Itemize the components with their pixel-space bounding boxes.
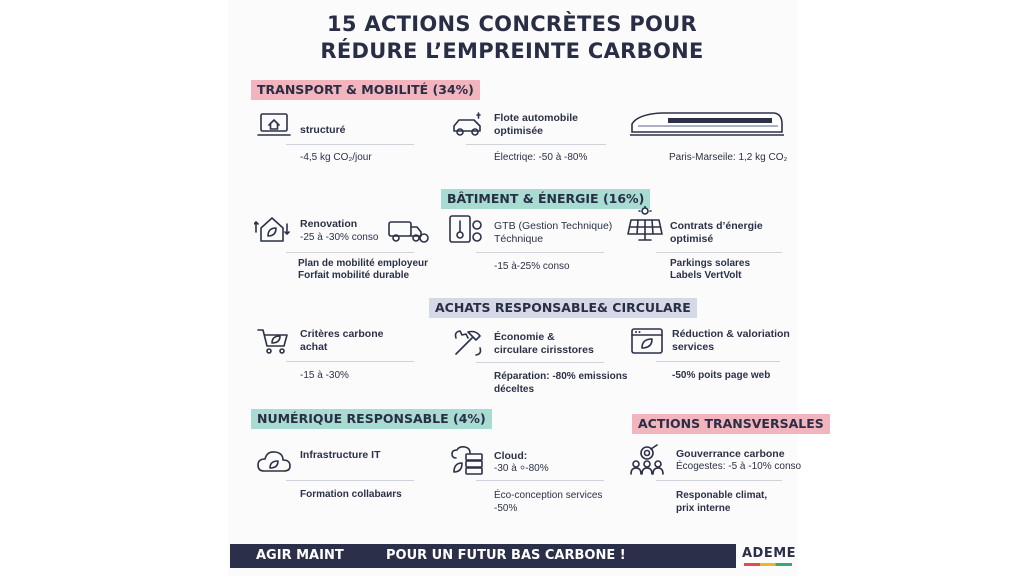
reduction-detail: -50% poits page web: [672, 370, 771, 381]
economie-detail2: déceltes: [494, 384, 535, 395]
gouvernance-detail3: prix interne: [676, 503, 731, 514]
economie-label: Économie & circulare cirisstores: [494, 331, 594, 356]
renovation-detail: -25 à -30% conso: [300, 232, 379, 243]
mobilite-line2: Forfait mobilité durable: [298, 270, 410, 281]
infra-detail: Formation collabaиrs: [300, 489, 402, 500]
cloud-detail2: Éco-conception services: [494, 490, 603, 501]
divider: [656, 361, 780, 362]
divider: [286, 361, 414, 362]
house-leaf-icon: [254, 214, 290, 244]
divider: [286, 144, 414, 145]
footer-left-text: AGIR MAINT: [256, 548, 344, 563]
page-title-line2: RÉDURE L’EMPREINTE CARBONE: [320, 39, 704, 63]
gouvernance-detail: Écogestes: -5 à -10% conso: [676, 461, 802, 472]
ademe-logo-stripe: [744, 563, 792, 566]
contrats-detail2: Labels VertVolt: [670, 270, 742, 281]
laptop-home-icon: [256, 110, 292, 140]
section-transversales: ACTIONS TRANSVERSALES: [632, 414, 830, 434]
teletravail-detail: -4,5 kg CO₂/jour: [300, 152, 372, 163]
divider: [656, 252, 782, 253]
server-cloud-icon: [450, 446, 486, 476]
cloud-detail3: -50%: [494, 503, 518, 514]
contrats-label: Contrats d’énergie optimisé: [670, 220, 763, 245]
section-numerique: NUMÉRIQUE RESPONSABLE (4%): [251, 409, 492, 429]
train-detail: Paris-Marseile: 1,2 kg CO₂: [669, 152, 788, 163]
thermostat-icon: [448, 214, 484, 244]
criteres-label: Critères carbone achat: [300, 328, 384, 353]
gtb-detail: -15 à-25% conso: [494, 261, 570, 272]
gtb-label: GTB (Gestion Technique) Téchnique: [494, 220, 613, 245]
cloud-detail: -30 à ⸰-80%: [494, 463, 549, 474]
web-leaf-icon: [630, 326, 666, 356]
page-title-line1: 15 ACTIONS CONCRÈTES POUR: [326, 12, 698, 36]
economie-detail1: Réparation: -80% emissions: [494, 371, 628, 382]
divider: [476, 480, 604, 481]
renovation-label: Renovation: [300, 218, 358, 230]
cloud-label: Cloud:: [494, 450, 528, 462]
section-transport: TRANSPORT & MOBILITÉ (34%): [251, 80, 480, 100]
divider: [476, 252, 604, 253]
cart-leaf-icon: [256, 326, 292, 356]
section-batiment: BÂTIMENT & ÉNERGIE (16%): [441, 189, 650, 209]
footer-right-text: POUR UN FUTUR BAS CARBONE !: [386, 548, 626, 563]
criteres-detail: -15 à -30%: [300, 370, 349, 381]
people-target-icon: [630, 444, 664, 476]
divider: [466, 144, 606, 145]
divider: [656, 480, 782, 481]
infra-label: Infrastructure IT: [300, 449, 381, 461]
divider: [476, 362, 604, 363]
reduction-label: Réduction & valoriation services: [672, 328, 790, 353]
cloud-leaf-icon: [256, 447, 292, 477]
train-icon: [628, 110, 784, 138]
tools-icon: [450, 328, 486, 358]
mobilite-line1: Plan de mobilité employeur: [298, 258, 429, 269]
flotte-label: Flote automobile optimisée: [494, 112, 578, 137]
gouvernance-label: Gouverrance carbone: [676, 448, 785, 460]
electric-car-icon: [450, 110, 486, 140]
divider: [286, 480, 414, 481]
section-achats: ACHATS RESPONSABLE& CIRCULARE: [429, 298, 697, 318]
contrats-detail1: Parkings solares: [670, 258, 751, 269]
solar-panel-icon: [626, 206, 664, 242]
footer-banner: [230, 544, 736, 568]
flotte-detail: Électriqe: -50 à -80%: [494, 152, 588, 163]
bike-van-icon: [386, 216, 430, 246]
teletravail-label: structuré: [300, 124, 346, 136]
ademe-logo: ADEME: [742, 546, 797, 561]
divider: [286, 252, 414, 253]
gouvernance-detail2: Responable climat,: [676, 490, 768, 501]
